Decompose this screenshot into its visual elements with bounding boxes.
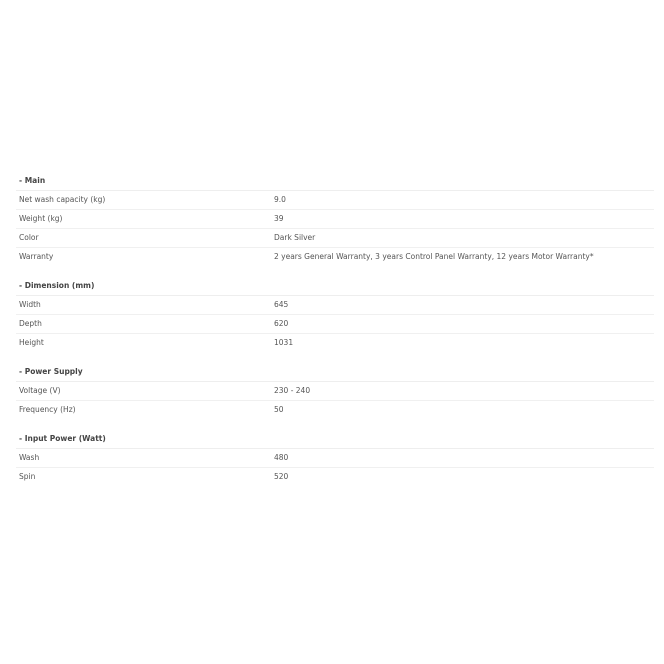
spec-row	[16, 382, 654, 401]
spec-label: Spin	[19, 472, 36, 481]
spec-label: Frequency (Hz)	[19, 405, 76, 414]
spec-row	[16, 468, 654, 486]
spec-value: 480	[274, 453, 289, 462]
spec-row	[16, 401, 654, 419]
spec-row	[16, 210, 654, 229]
spec-value: 645	[274, 300, 289, 309]
spec-value: 2 years General Warranty, 3 years Control Panel Warranty, 12 years Motor Warranty*	[274, 252, 594, 261]
spec-label: Width	[19, 300, 41, 309]
spec-row	[16, 191, 654, 210]
spec-label: Color	[19, 233, 39, 242]
spec-section-power-supply	[16, 362, 654, 419]
spec-label: Wash	[19, 453, 40, 462]
spec-row	[16, 296, 654, 315]
spec-value: 39	[274, 214, 284, 223]
spec-section-main	[16, 171, 654, 266]
section-title: - Input Power (Watt)	[16, 429, 654, 449]
spec-row	[16, 449, 654, 468]
section-title: - Main	[16, 171, 654, 191]
spec-section-input-power	[16, 429, 654, 486]
spec-label: Depth	[19, 319, 42, 328]
spec-row	[16, 229, 654, 248]
spec-row	[16, 334, 654, 352]
spec-section-dimension	[16, 276, 654, 352]
spec-label: Warranty	[19, 252, 54, 261]
section-title: - Dimension (mm)	[16, 276, 654, 296]
spec-value: 1031	[274, 338, 294, 347]
spec-row	[16, 248, 654, 266]
spec-row	[16, 315, 654, 334]
spec-value: 230 - 240	[274, 386, 311, 395]
section-title: - Power Supply	[16, 362, 654, 382]
spec-value: 620	[274, 319, 289, 328]
spec-label: Net wash capacity (kg)	[19, 195, 106, 204]
spec-value: 50	[274, 405, 284, 414]
spec-value: 9.0	[274, 195, 286, 204]
spec-table	[16, 171, 654, 486]
spec-value: 520	[274, 472, 289, 481]
spec-label: Voltage (V)	[19, 386, 61, 395]
spec-label: Height	[19, 338, 44, 347]
spec-label: Weight (kg)	[19, 214, 63, 223]
spec-value: Dark Silver	[274, 233, 316, 242]
